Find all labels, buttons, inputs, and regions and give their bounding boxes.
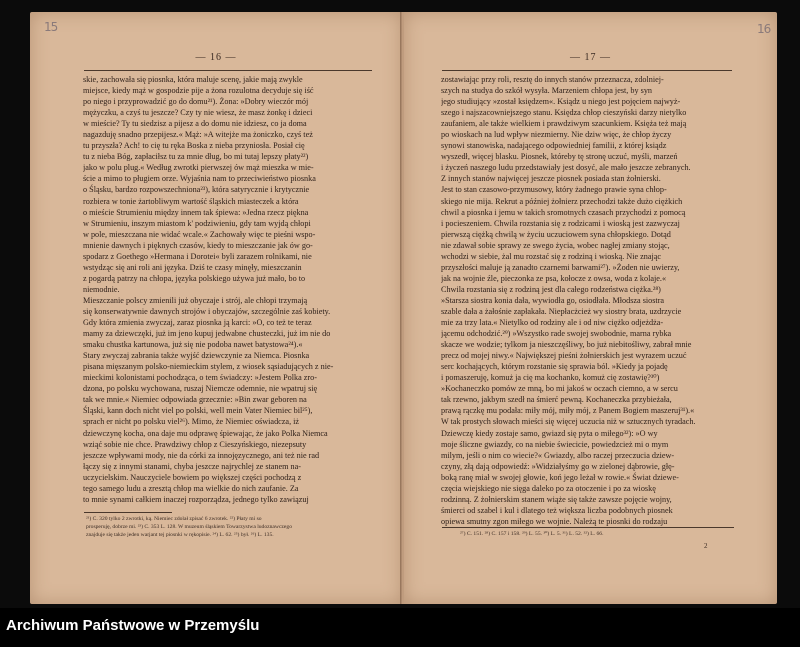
right-header-rule <box>442 70 732 71</box>
text-line: pisana mięszanym polsko-niemieckim stylem, z wiosek sąsiadujących z nie- <box>83 362 334 372</box>
text-line: tego samego ludu a zresztą chłop ma wielkie do nich zaufanie. Za <box>83 483 299 493</box>
text-line: mężyczku, a czyś tu jeszcze? Czy ty nie wiesz, że masz żonkę i dzieci <box>83 108 313 118</box>
left-body-text <box>83 74 373 505</box>
text-line: szego i najszacowniejszego stanu. Księdza chłop cieszyński darzy nietylko <box>441 108 687 118</box>
text-line: mie za trzy lata.« Nietylko od rodziny ale i od niw ciężko odjeżdża- <box>441 318 664 328</box>
text-line: tu przyszła? Ach! to cię tu ręka Boska z nieba przyniosła. Posiał cię <box>83 141 305 151</box>
text-line: Jest to stan czasowo-przymusowy, który żadnego prawie syna chłop- <box>441 185 667 195</box>
left-page-number: — 16 — <box>195 52 237 63</box>
text-line: skacze we wodzie; tylkom ja nieszczęśliwy, bo już niebitośliwy, zabrał mnie <box>441 340 692 350</box>
text-line: chwil a piosnka i jemu w takich sromotnych czasach przychodzi z pomocą <box>441 207 686 217</box>
text-line: się konserwatywnie dawnych strojów i obyczajów, szczególnie zaś kobiety. <box>83 306 331 316</box>
text-line: Gdy która zmienia zwyczaj, zaraz piosnka ją karci: »O, co też te teraz <box>83 318 312 328</box>
text-line: W tak prostych słowach mieści się więcej uczucia niż w sztucznych tyradach. <box>441 417 696 427</box>
text-line: wstydząc się ani roli ani języka. Dziś te czasy minęły, mieszczanin <box>83 262 302 272</box>
text-line: tak rzewno, jakbym szedł na śmierć pewną. Kochaneczka przybieżała, <box>441 395 672 405</box>
text-line: prawą rączkę mu podała: miły mój, miły mój, z Panem Bogiem maszeruj³¹).« <box>441 406 695 416</box>
text-line: synowi stanowiska, nadającego odpowiedniej familii, z której ksiądz <box>441 141 667 151</box>
text-line: przyszłości maluje ją zanadto czarnemi barwami²⁷). »Żoden nie uwierzy, <box>441 262 680 272</box>
text-line: skie, zachowała się piosnka, która maluje scenę, jakie mają zwykle <box>83 75 303 84</box>
text-line: serc kochających, którym rozstanie się sprawia ból. »Kiedy ja pojadę <box>441 362 668 372</box>
text-line: i pomaszeruję, komuż ja cię ma kochanko, komuż cię zostawię?³⁰) <box>441 373 660 383</box>
text-line: dzona, po polsku wychowana, ruszaj Niemcze odemnie, nie wpatruj się <box>83 384 318 394</box>
text-line: śmierci od szabel i kul i dlatego też większa liczba podobnych piosnek <box>441 505 673 515</box>
text-line: »Kochaneczko pomów ze mną, bo mi jakoś w oczach ciemno, a w sercu <box>441 384 678 394</box>
text-line: boką ranę miał w swojej głowie, koń jego leżał w rowie.« Świat dziewe- <box>441 472 679 482</box>
text-line: jeszcze wpływami mody, nie da córki za innojęzycznego, ani też nie rad <box>83 450 320 460</box>
text-line: Dziewczę kiedy zostaje samo, gwiazd się pyta o miłego³²): »O wy <box>441 428 658 438</box>
text-line: jego studiujący »został księdzem«. Ksiądz u niego jest pojęciem najwyż- <box>441 97 681 107</box>
text-line: pierwszą ciężką chwilą w życiu uczuciowem syna chłopskiego. Dotąd <box>441 229 671 239</box>
text-line: jak na wojnie źle, pieczonka ze psa, kołocze z owsa, woda z kolaje.« <box>441 273 667 283</box>
text-line: tak we mnie.« Niemiec odpowiada grzecznie: »Bin zwar geboren na <box>83 395 307 405</box>
text-line: o Śląsku, bardzo rozpowszechniona²³), która satyrycznie i krytycznie <box>83 185 310 195</box>
text-line: uczycielskim. Nauczyciele bowiem po większej części pochodzą z <box>83 472 302 482</box>
text-line: o mieście Strumieniu między innem tak śpiewa: »Jedna rzecz piękna <box>83 207 309 217</box>
text-line: jako w polu plug.« Według zwrotki pierwszej ów mąż mieszka w mie- <box>83 163 314 173</box>
footnote-line: ²⁷) C. 151. ²⁸) C. 157 i 158. ²⁹) L. 55. ³⁰) L. 5. ³¹) L. 52. ³²) L. 66. <box>460 531 604 537</box>
text-line: nie zdawał sobie sprawy ze swego życia, wobec nagłej zmiany stojąc, <box>441 240 670 250</box>
footnote-line: prosperuję, dobrze mi. ²³) C. 353 L. 128. W muzeum śląskiem Towarzystwa ludoznawczego <box>86 524 292 531</box>
text-line: mieckimi kolonistami pochodząca, o tem świadczy: »Jestem Polka zro- <box>83 373 317 383</box>
text-line: po wioskach na lud wpływ niezmierny. Nie dziw więc, że chłop życzy <box>441 130 672 140</box>
text-line: i życzeń naszego ludu przedstawiały jest dosyć, ale mało jeszcze zebranych. <box>441 163 691 173</box>
text-line: częcia wiejskiego nie sięga daleko po za otoczenie i po za wioskę <box>441 483 656 493</box>
text-line: rozbiera w tonie żartobliwym wartość śląskich miasteczek a która <box>83 196 299 206</box>
text-line: wziąć sobie nie chce. Prawdziwy chłop z Cieszyńskiego, niezepsuty <box>83 439 307 449</box>
text-line: opiewa smutny zgon miłego we wojnie. Należą te piosnki do rodzaju <box>441 516 668 526</box>
text-line: spodarz z Goethego »Hermana i Dorotei« byli zarazem rolnikami, nie <box>83 251 312 261</box>
pencil-folio-left: 15 <box>44 20 58 34</box>
right-footnote-rule <box>442 527 734 528</box>
text-line: dziewczynę kocha, ona daje mu odprawę śpiewając, że jako Polka Niemca <box>83 428 328 438</box>
text-line: po niego i przyprowadzić go do domu²¹). Żona: »Dobry wieczór mój <box>83 97 309 107</box>
right-page <box>404 12 777 604</box>
right-footnotes <box>460 530 730 538</box>
text-line: precz od mojej niwy.« Największej pieśni żołnierskich jest wyrazem uczuć <box>441 351 687 361</box>
text-line: szable dała a żałośnie zapłakała. Niepłacżcież wy siostry brata, uzdrzycie <box>441 306 682 316</box>
text-line: Śląski, kann doch nicht viel po polski, well mein Vater Niemiec bil²⁵), <box>83 406 313 416</box>
left-footnote-rule <box>84 512 172 513</box>
right-page-number: — 17 — <box>570 52 611 63</box>
text-line: z pogardą patrzy na chłopa, języka polskiego używa już mało, bo to <box>83 273 306 283</box>
text-line: milym, jeśli o nim co wiecie?« Gwiazdy, albo raczej przeczucia dziew- <box>441 450 675 460</box>
text-line: łączy się z innymi stanami, chyba jeszcze najrychlej ze stanem na- <box>83 461 302 471</box>
text-line: ście a mimo to pługiem orze. Wyjaśnia nam to przeciwieństwo piosnka <box>83 174 316 184</box>
text-line: skiego nie mija. Rekrut a później żołnierz przechodzi także dużo ciężkich <box>441 196 683 206</box>
text-line: zaufaniem, ale także wielkiem i prawdziwym szacunkiem. Księża też mają <box>441 119 687 129</box>
text-line: w pole, mieszczana nie widać wcale.« Zachowały więc te pieśni wspo- <box>83 229 316 239</box>
text-line: jącemu odchodzić.²⁹) »Wszystko rade swojej swobodnie, marna rybka <box>441 329 672 339</box>
text-line: niemodnie. <box>83 284 120 294</box>
printer-signature: 2 <box>704 542 708 550</box>
left-header-rule <box>84 70 372 71</box>
right-body-text <box>441 74 733 527</box>
text-line: wchodzi w siebie, żal mu rozstać się z rodziną i wioską. Nie znając <box>441 251 662 261</box>
text-line: nagazduję snadno przepijesz.« Mąż: »A witejże ma żoniczko, czyś też <box>83 130 313 140</box>
text-line: czyny, złą dają odpowiedź: »Widziałyśmy go w zielonej dąbrowie, głę- <box>441 461 675 471</box>
text-line: Mieszczanie polscy zmienili już obyczaje i strój, ale chłopi trzymają <box>83 295 308 305</box>
text-line: Stary zwyczaj zabrania także wyjść dziewczynie za Niemca. Piosnka <box>83 351 310 361</box>
footnote-line: ²¹) C. 320 tylko 2 zwrotki, ką. Niemiec zdolał zpisać 6 zwrotek. ²²) Płaty mi so <box>86 516 262 522</box>
left-page <box>30 12 402 604</box>
pencil-folio-right: 16 <box>757 22 771 36</box>
text-line: wyszedł, więcej blasku. Piosnek, któreby tę stronę uczuć, myśli, marzeń <box>441 152 678 162</box>
text-line: w mieście? Ty tu siedzisz a pijesz a do domu nie idziesz, co ja doma <box>83 119 307 129</box>
text-line: sprach er nicht po polsku viel²⁶). Mimo, że Niemiec oświadcza, iż <box>83 417 300 427</box>
text-line: w Strumieniu, inszym miastom k' podziwieniu, gdy tam wyjdą chłopi <box>83 218 311 228</box>
footnote-line: znajduje się także jeden warjant tej piosnki w rękopisie. ²⁴) L. 62. ²⁵) był. ²⁶) L. 135. <box>86 532 274 539</box>
text-line: smaku chustka kartunowa, już się nie podoba nawet batystowa²⁴).« <box>83 340 303 350</box>
text-line: Chwila rozstania się z rodziną jest dla całego rodzeństwa ciężka.²⁸) <box>441 284 661 294</box>
text-line: to mnie synami całkiem inaczej rozporządza, jednego tylko zawiązuj <box>83 494 309 504</box>
text-line: »Starsza siostra konia dała, wywiodła go, osiodłała. Młodsza siostra <box>441 295 665 305</box>
text-line: Z innych stanów najwięcej jeszcze piosnek posiada stan żołnierski. <box>441 174 661 184</box>
text-line: szych na studya do szkół wysyła. Marzeniem chłopa jest, by syn <box>441 86 653 96</box>
text-line: miejsce, kiedy mąż w gospodzie pije a żona rozulotna decyduje się iść <box>83 86 314 96</box>
text-line: i pocieszeniem. Chwila rozstania się z rodzicami i wioską jest zazwyczaj <box>441 218 680 228</box>
text-line: mamy za dziewczęki, już im jeno kupuj jedwabne chusteczki, już im nie do <box>83 329 331 339</box>
text-line: zostawiając przy roli, resztę do innych stanów przeznacza, zdolniej- <box>441 75 664 84</box>
text-line: rodzinną. Z żołnierskim stanem wiąże się także zawsze pojęcie wojny, <box>441 494 672 504</box>
archive-label: Archiwum Państwowe w Przemyślu <box>6 617 260 634</box>
text-line: moje śliczne gwiazdy, co na niebie świecicie, powiedzcież mi o mym <box>441 439 669 449</box>
left-footnotes <box>86 515 374 540</box>
text-line: tu z nieba Bóg, zapłaciłsz tu za mnie dług, bo mi tutaj lepszy płaty²²) <box>83 152 309 162</box>
text-line: mnienie dawnych i pięknych czasów, kiedy to mieszczanie jak ów go- <box>83 240 313 250</box>
